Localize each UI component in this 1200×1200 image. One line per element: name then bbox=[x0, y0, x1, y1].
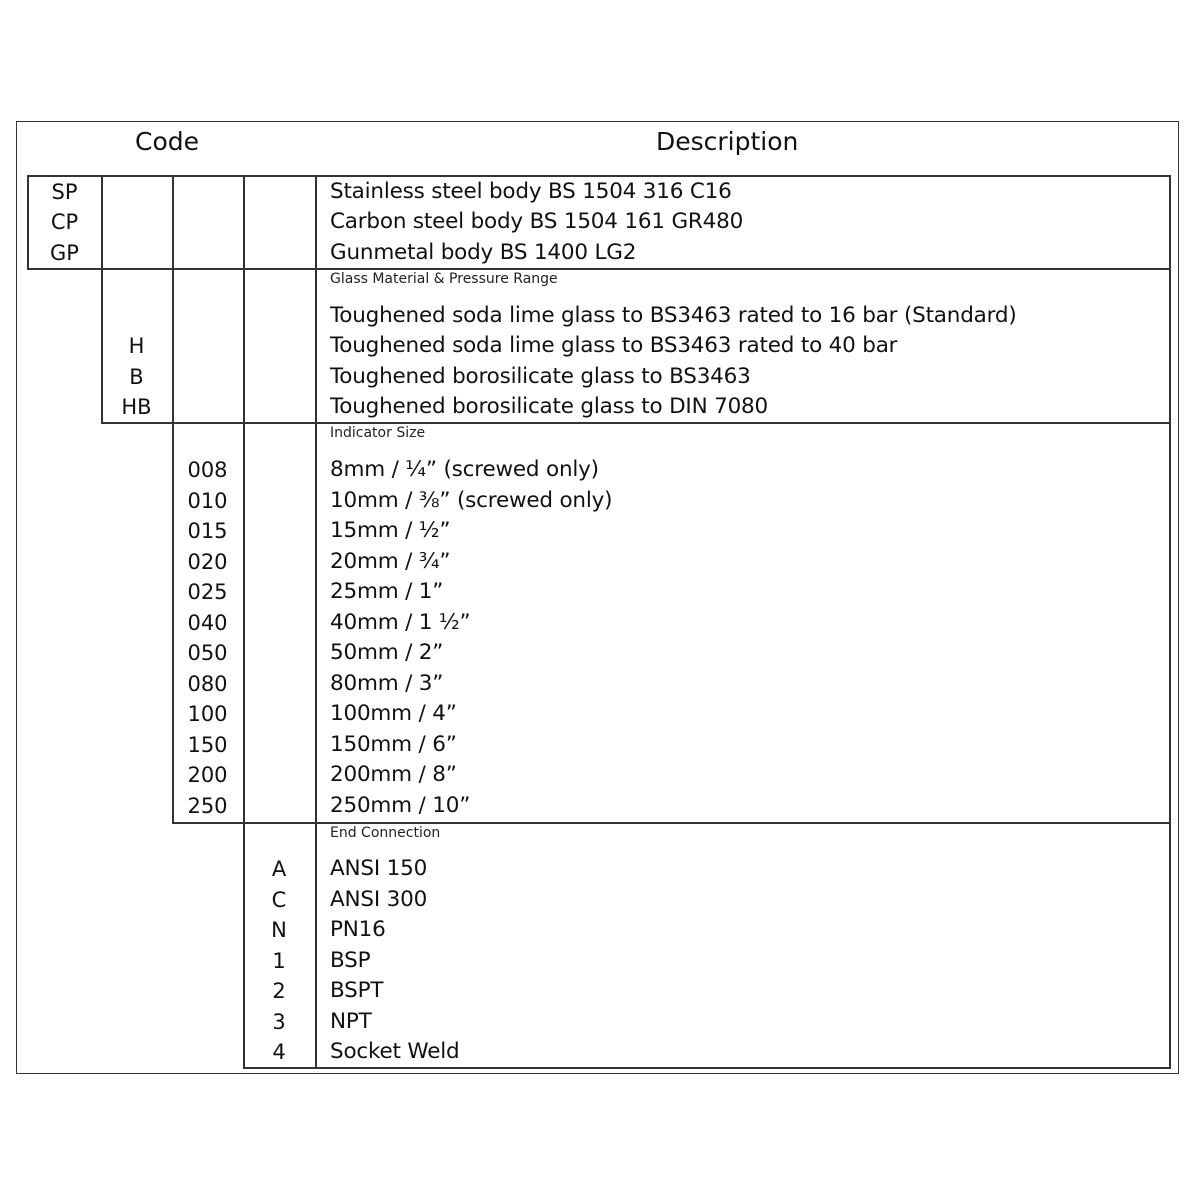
size-description: 200mm / 8” bbox=[330, 762, 457, 787]
size-description: 100mm / 4” bbox=[330, 701, 457, 726]
end-code: 3 bbox=[272, 1010, 286, 1034]
size-code: 010 bbox=[187, 489, 228, 513]
size-description: 250mm / 10” bbox=[330, 793, 471, 818]
body-description: Stainless steel body BS 1504 316 C16 bbox=[330, 179, 732, 204]
glass-code: B bbox=[129, 365, 144, 389]
size-bottom-rule bbox=[172, 822, 1171, 824]
end-description: BSP bbox=[330, 948, 371, 973]
size-code: 200 bbox=[187, 763, 228, 787]
glass-code: H bbox=[128, 334, 145, 358]
end-description: NPT bbox=[330, 1009, 372, 1034]
size-code: 015 bbox=[187, 519, 228, 543]
end-description: BSPT bbox=[330, 978, 384, 1003]
size-description: 8mm / ¼” (screwed only) bbox=[330, 457, 599, 482]
glass-section-title: Glass Material & Pressure Range bbox=[330, 271, 558, 287]
end-section-title: End Connection bbox=[330, 825, 441, 841]
size-description: 25mm / 1” bbox=[330, 579, 444, 604]
glass-description: Toughened borosilicate glass to BS3463 bbox=[330, 364, 751, 389]
glass-code: HB bbox=[121, 395, 152, 419]
size-description: 15mm / ½” bbox=[330, 518, 451, 543]
end-code: N bbox=[271, 918, 287, 942]
size-code: 080 bbox=[187, 672, 228, 696]
size-code: 050 bbox=[187, 641, 228, 665]
body-description: Gunmetal body BS 1400 LG2 bbox=[330, 240, 637, 265]
glass-description: Toughened soda lime glass to BS3463 rated to 40 bar bbox=[330, 333, 898, 358]
size-code: 150 bbox=[187, 733, 228, 757]
size-code: 040 bbox=[187, 611, 228, 635]
end-code: C bbox=[271, 888, 287, 912]
body-code: GP bbox=[50, 241, 79, 265]
size-code: 100 bbox=[187, 702, 228, 726]
glass-description: Toughened soda lime glass to BS3463 rated to 16 bar (Standard) bbox=[330, 303, 1017, 328]
code-header: Code bbox=[135, 127, 200, 156]
size-code: 025 bbox=[187, 580, 228, 604]
body-description: Carbon steel body BS 1504 161 GR480 bbox=[330, 209, 744, 234]
end-code: 4 bbox=[272, 1040, 286, 1064]
end-code: A bbox=[271, 857, 287, 881]
end-description: ANSI 150 bbox=[330, 856, 428, 881]
end-description: PN16 bbox=[330, 917, 386, 942]
size-code: 020 bbox=[187, 550, 228, 574]
size-description: 150mm / 6” bbox=[330, 732, 457, 757]
size-description: 40mm / 1 ½” bbox=[330, 610, 471, 635]
size-description: 50mm / 2” bbox=[330, 640, 444, 665]
size-code: 250 bbox=[187, 794, 228, 818]
size-code: 008 bbox=[187, 458, 228, 482]
size-description: 80mm / 3” bbox=[330, 671, 444, 696]
end-code: 2 bbox=[272, 979, 286, 1003]
end-code: 1 bbox=[272, 949, 286, 973]
description-header: Description bbox=[656, 127, 799, 156]
glass-description: Toughened borosilicate glass to DIN 7080 bbox=[330, 394, 769, 419]
body-code: SP bbox=[51, 180, 78, 204]
size-section-title: Indicator Size bbox=[330, 425, 426, 441]
column-divider-4 bbox=[315, 175, 317, 1068]
size-description: 20mm / ¾” bbox=[330, 549, 451, 574]
right-rule bbox=[1169, 175, 1171, 1068]
size-description: 10mm / ⅜” (screwed only) bbox=[330, 488, 613, 513]
end-description: Socket Weld bbox=[330, 1039, 460, 1064]
end-description: ANSI 300 bbox=[330, 887, 428, 912]
body-code: CP bbox=[50, 210, 79, 234]
